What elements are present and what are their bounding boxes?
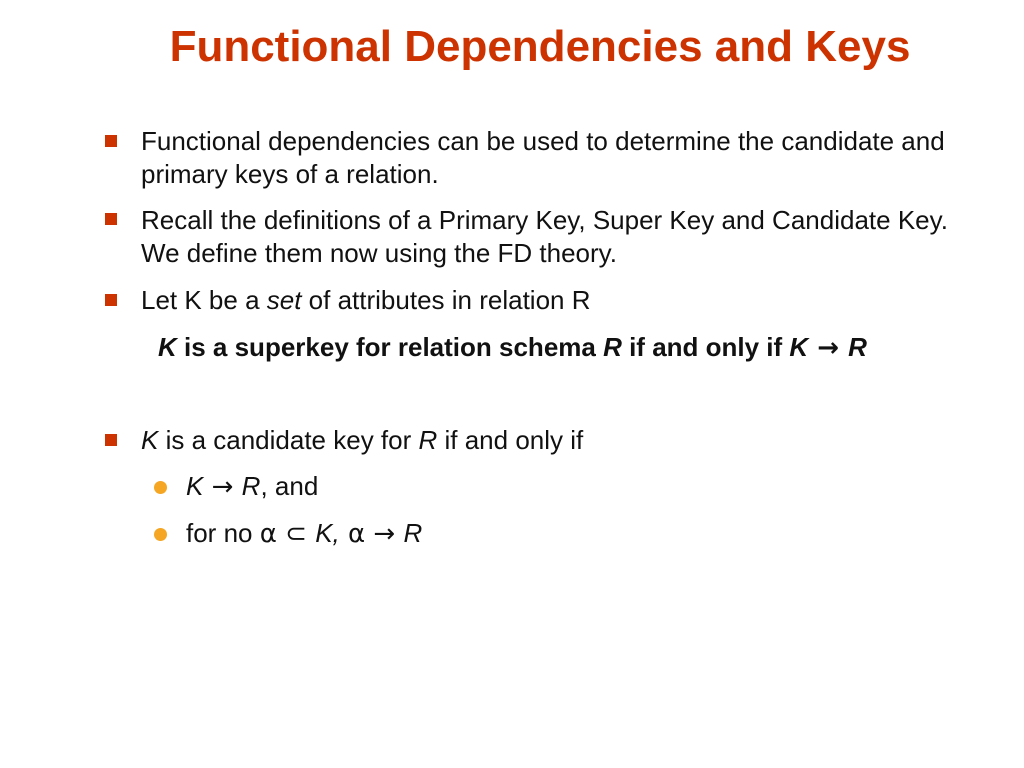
round-bullet-icon <box>154 481 167 494</box>
round-bullet-icon <box>154 528 167 541</box>
square-bullet-icon <box>105 434 117 446</box>
square-bullet-icon <box>105 294 117 306</box>
square-bullet-icon <box>105 213 117 225</box>
superkey-definition: K is a superkey for relation schema R if and only if K → R <box>158 332 867 363</box>
bullet-2-text: Recall the definitions of a Primary Key, Super Key and Candidate Key. We define them now using the FD theory. <box>141 205 948 268</box>
sub-bullet-2-text: for no α ⊂ K, α → R <box>186 518 423 549</box>
slide-title: Functional Dependencies and Keys <box>169 22 911 71</box>
bullet-3-text: Let K be a set of attributes in relation R <box>141 285 591 315</box>
bullet-4-text: K is a candidate key for R if and only if <box>141 425 584 455</box>
bullet-1-text: Functional dependencies can be used to determine the candidate and primary keys of a relation. <box>141 126 945 189</box>
sub-bullet-1-text: K → R, and <box>186 471 319 502</box>
square-bullet-icon <box>105 135 117 147</box>
